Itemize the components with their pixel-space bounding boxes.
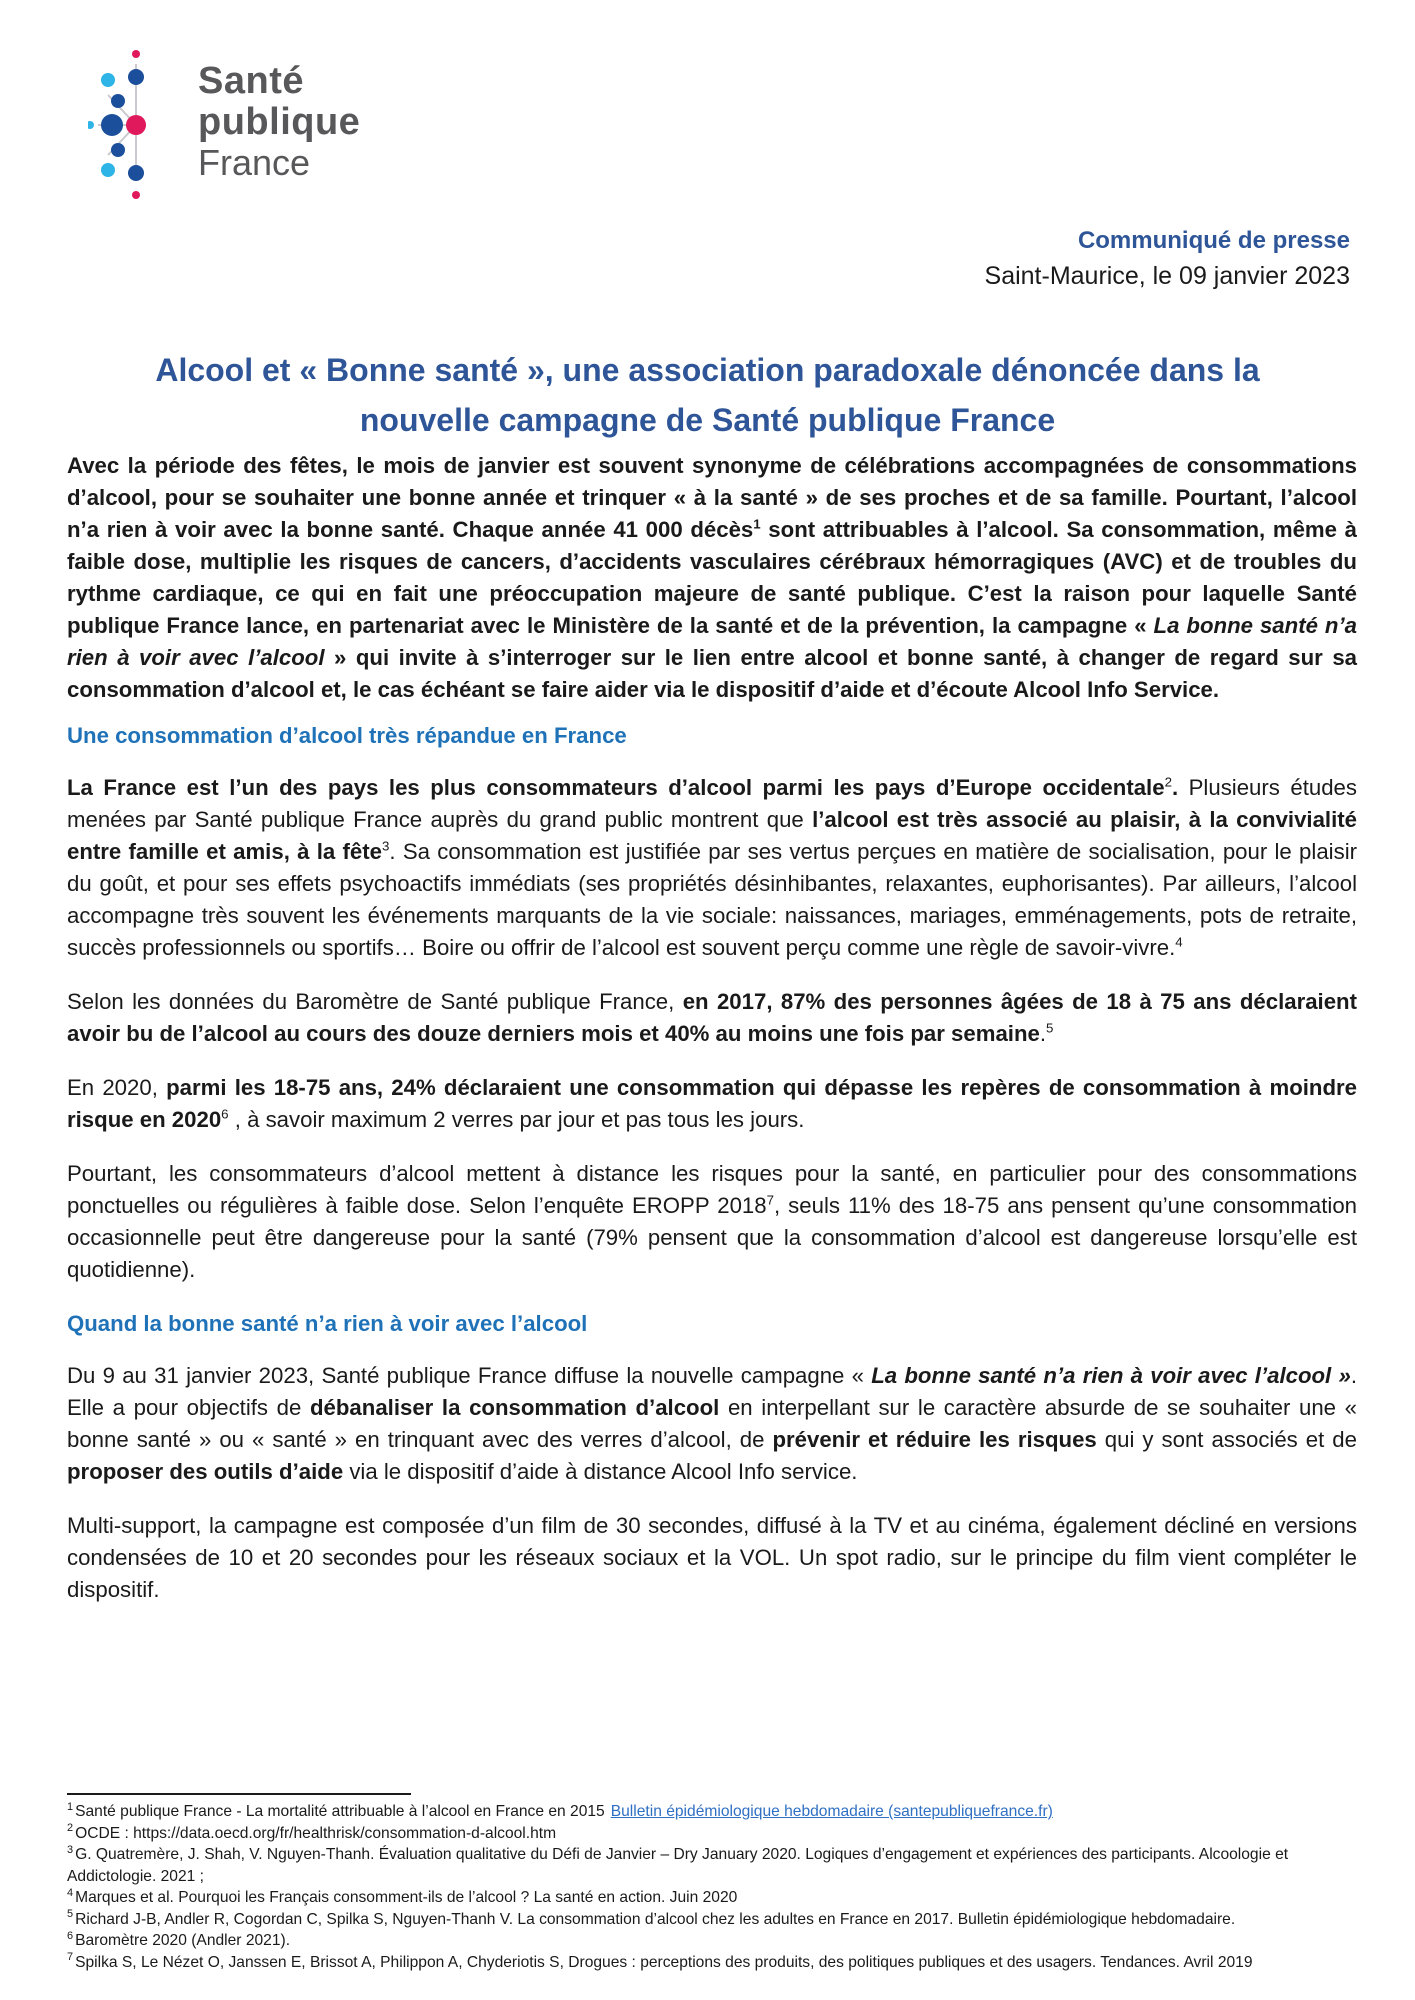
body-text: En 2020,: [67, 1075, 167, 1100]
body-text: qui y sont associés et de: [1096, 1427, 1357, 1452]
footnote-ref[interactable]: 1: [753, 516, 761, 532]
footnote-number: 4: [67, 1886, 74, 1899]
intro-paragraph: [67, 450, 1357, 706]
bold-text: prévenir et réduire les risques: [772, 1427, 1097, 1452]
footnote-number: 5: [67, 1908, 74, 1921]
section-heading-consumption: Une consommation d’alcool très répandue en France: [67, 723, 627, 748]
body-text: Pourtant, les consommateurs d’alcool mettent à distance les risques pour la santé, en particulier pour des consommations ponctuelles ou régulières à faible dose. Selon l’enquête EROPP 2018: [67, 1161, 1357, 1218]
bold-text: La France est l’un des pays les plus consommateurs d’alcool parmi les pays d’Europe occidentale: [67, 775, 1165, 800]
bulletin-link[interactable]: Bulletin épidémiologique hebdomadaire (santepubliquefrance.fr): [610, 1803, 1053, 1820]
paragraph-multi-support: Multi-support, la campagne est composée d’un film de 30 secondes, diffusé à la TV et au cinéma, également décliné en versions condensées de 10 et 20 secondes pour les réseaux sociaux et la VOL. Un spot radio, sur le principe du film vient compléter le dispositif.: [67, 1513, 1357, 1602]
footnote-ref[interactable]: 5: [1046, 1020, 1054, 1036]
footnote-text: Baromètre 2020 (Andler 2021).: [75, 1932, 291, 1949]
footnote-7: [67, 1952, 1357, 1974]
paragraph-barometre-2017: [67, 986, 1357, 1050]
body-text: . Elle a pour objectifs de: [67, 1363, 1357, 1420]
document-title: [100, 345, 1315, 445]
intro-text-1: Avec la période des fêtes, le mois de janvier est souvent synonyme de célébrations accompagnées de consommations d’alcool, pour se souhaiter une bonne année et trinquer « à la santé » de ses proches et de sa famille. Pourtant, l’alcool n’a rien à voir avec la bonne santé. Chaque année 41 000 décès: [67, 453, 1357, 542]
footnote-6: [67, 1930, 1357, 1952]
body-text: Plusieurs études menées par Santé publique France auprès du grand public montrent que: [67, 775, 1357, 832]
footnotes: [67, 1801, 1357, 1973]
footnote-number: 6: [67, 1929, 74, 1942]
footnote-ref[interactable]: 2: [1164, 774, 1172, 790]
footnote-5: [67, 1909, 1357, 1931]
footnote-2: [67, 1823, 1357, 1845]
logo-wordmark: [198, 60, 360, 181]
footnote-number: 3: [67, 1843, 74, 1856]
logo-line-2: publique: [198, 101, 361, 143]
body-text: Du 9 au 31 janvier 2023, Santé publique France diffuse la nouvelle campagne «: [67, 1363, 872, 1388]
footnote-number: 1: [67, 1800, 74, 1813]
section-heading-campaign: Quand la bonne santé n’a rien à voir avec l’alcool: [67, 1311, 588, 1336]
paragraph-france-consumption: [67, 772, 1357, 964]
footnote-text: G. Quatremère, J. Shah, V. Nguyen-Thanh. Évaluation qualitative du Défi de Janvier – Dry January 2020. Logiques d’engagement et expériences des participants. Alcoologie et Addictologie. 2021 ;: [67, 1846, 1289, 1885]
campaign-name: La bonne santé n’a rien à voir avec l’alcool: [67, 613, 1357, 670]
footnote-number: 7: [67, 1951, 74, 1964]
body-text: , seuls 11% des 18-75 ans pensent qu’une consommation occasionnelle peut être dangereuse pour la santé (79% pensent que la consommation d’alcool est dangereuse lorsqu’elle est quotidienne).: [67, 1193, 1357, 1282]
bold-text: .: [1171, 775, 1179, 800]
body-text: Selon les données du Baromètre de Santé publique France,: [67, 989, 683, 1014]
title-line-2: nouvelle campagne de Santé publique France: [359, 402, 1056, 438]
title-line-1: Alcool et « Bonne santé », une association paradoxale dénoncée dans la: [155, 352, 1260, 388]
paragraph-risk-perception: [67, 1158, 1357, 1286]
bold-text: débanaliser la consommation d’alcool: [309, 1395, 720, 1420]
body-text: en interpellant sur le caractère absurde de se souhaiter une « bonne santé » ou « santé » en trinquant avec des verres d’alcool, de: [67, 1395, 1357, 1452]
bold-text: proposer des outils d’aide: [67, 1459, 344, 1484]
press-release-label: Communiqué de presse: [1077, 227, 1350, 254]
intro-text-2: sont attribuables à l’alcool. Sa consommation, même à faible dose, multiplie les risques de cancers, d’accidents vasculaires cérébraux hémorragiques (AVC) et de troubles du rythme cardiaque, ce qui en fait une préoccupation majeure de santé publique. C’est la raison pour laquelle Santé publique France lance, en partenariat avec le Ministère de la santé et de la prévention, la campagne «: [67, 517, 1357, 638]
footnote-number: 2: [67, 1822, 74, 1835]
footnote-ref[interactable]: 3: [382, 838, 390, 854]
logo-line-3: France: [198, 142, 311, 183]
footnote-1: [67, 1801, 1357, 1823]
footnote-text: Spilka S, Le Nézet O, Janssen E, Brissot A, Philippon A, Chyderiotis S, Drogues : perceptions des produits, des politiques publiques et des usagers. Tendances. Avril 2019: [75, 1953, 1253, 1971]
footnote-text: OCDE : https://data.oecd.org/fr/healthrisk/consommation-d-alcool.htm: [75, 1824, 557, 1842]
footnote-ref[interactable]: 4: [1175, 934, 1183, 950]
footnote-text: Marques et al. Pourquoi les Français consomment-ils de l’alcool ? La santé en action. Juin 2020: [75, 1889, 738, 1906]
footnote-ref[interactable]: 7: [766, 1192, 774, 1208]
place-date: Saint-Maurice, le 09 janvier 2023: [984, 262, 1350, 290]
body-text: via le dispositif d’aide à distance Alcool Info service.: [343, 1459, 858, 1484]
intro-text-3: » qui invite à s’interroger sur le lien entre alcool et bonne santé, à changer de regard sur sa consommation d’alcool et, le cas échéant se faire aider via le dispositif d’aide et d’écoute Alcool Info Service.: [67, 645, 1357, 702]
campaign-name: La bonne santé n’a rien à voir avec l’alcool »: [871, 1363, 1351, 1388]
bold-text: parmi les 18-75 ans, 24% déclaraient une consommation qui dépasse les repères de consommation à moindre risque en 2020: [67, 1075, 1357, 1132]
body-text: .: [1039, 1021, 1047, 1046]
paragraph-campaign-objectives: [67, 1360, 1357, 1488]
sante-publique-france-logo: [88, 46, 368, 206]
bold-text: l’alcool est très associé au plaisir, à la convivialité entre famille et amis, à la fête: [67, 807, 1357, 864]
bold-text: en 2017, 87% des personnes âgées de 18 à 75 ans déclaraient avoir bu de l’alcool au cours des douze derniers mois et 40% au moins une fois par semaine: [67, 989, 1357, 1046]
footnote-text: Richard J-B, Andler R, Cogordan C, Spilka S, Nguyen-Thanh V. La consommation d’alcool chez les adultes en France en 2017. Bulletin épidémiologique hebdomadaire.: [75, 1910, 1236, 1928]
footnote-text: Santé publique France - La mortalité attribuable à l’alcool en France en 2015: [75, 1803, 605, 1820]
paragraph-2020-stats: [67, 1072, 1357, 1136]
footnote-separator: [67, 1793, 411, 1795]
document-body: [67, 450, 1357, 1628]
network-dots-icon: [88, 46, 198, 206]
footnote-4: [67, 1887, 1357, 1909]
body-text: , à savoir maximum 2 verres par jour et pas tous les jours.: [228, 1107, 805, 1132]
logo-line-1: Santé: [198, 60, 304, 102]
footnote-ref[interactable]: 6: [221, 1106, 229, 1122]
body-text: . Sa consommation est justifiée par ses vertus perçues en matière de socialisation, pour le plaisir du goût, et pour ses effets psychoactifs immédiats (ses propriétés désinhibantes, relaxantes, euphorisantes). Par ailleurs, l’alcool accompagne très souvent les événements marquants de la vie sociale: naissances, mariages, emménagements, pots de retraite, succès professionnels ou sportifs… Boire ou offrir de l’alcool est souvent perçu comme une règle de savoir-vivre.: [67, 839, 1358, 960]
footnote-3: [67, 1844, 1357, 1887]
